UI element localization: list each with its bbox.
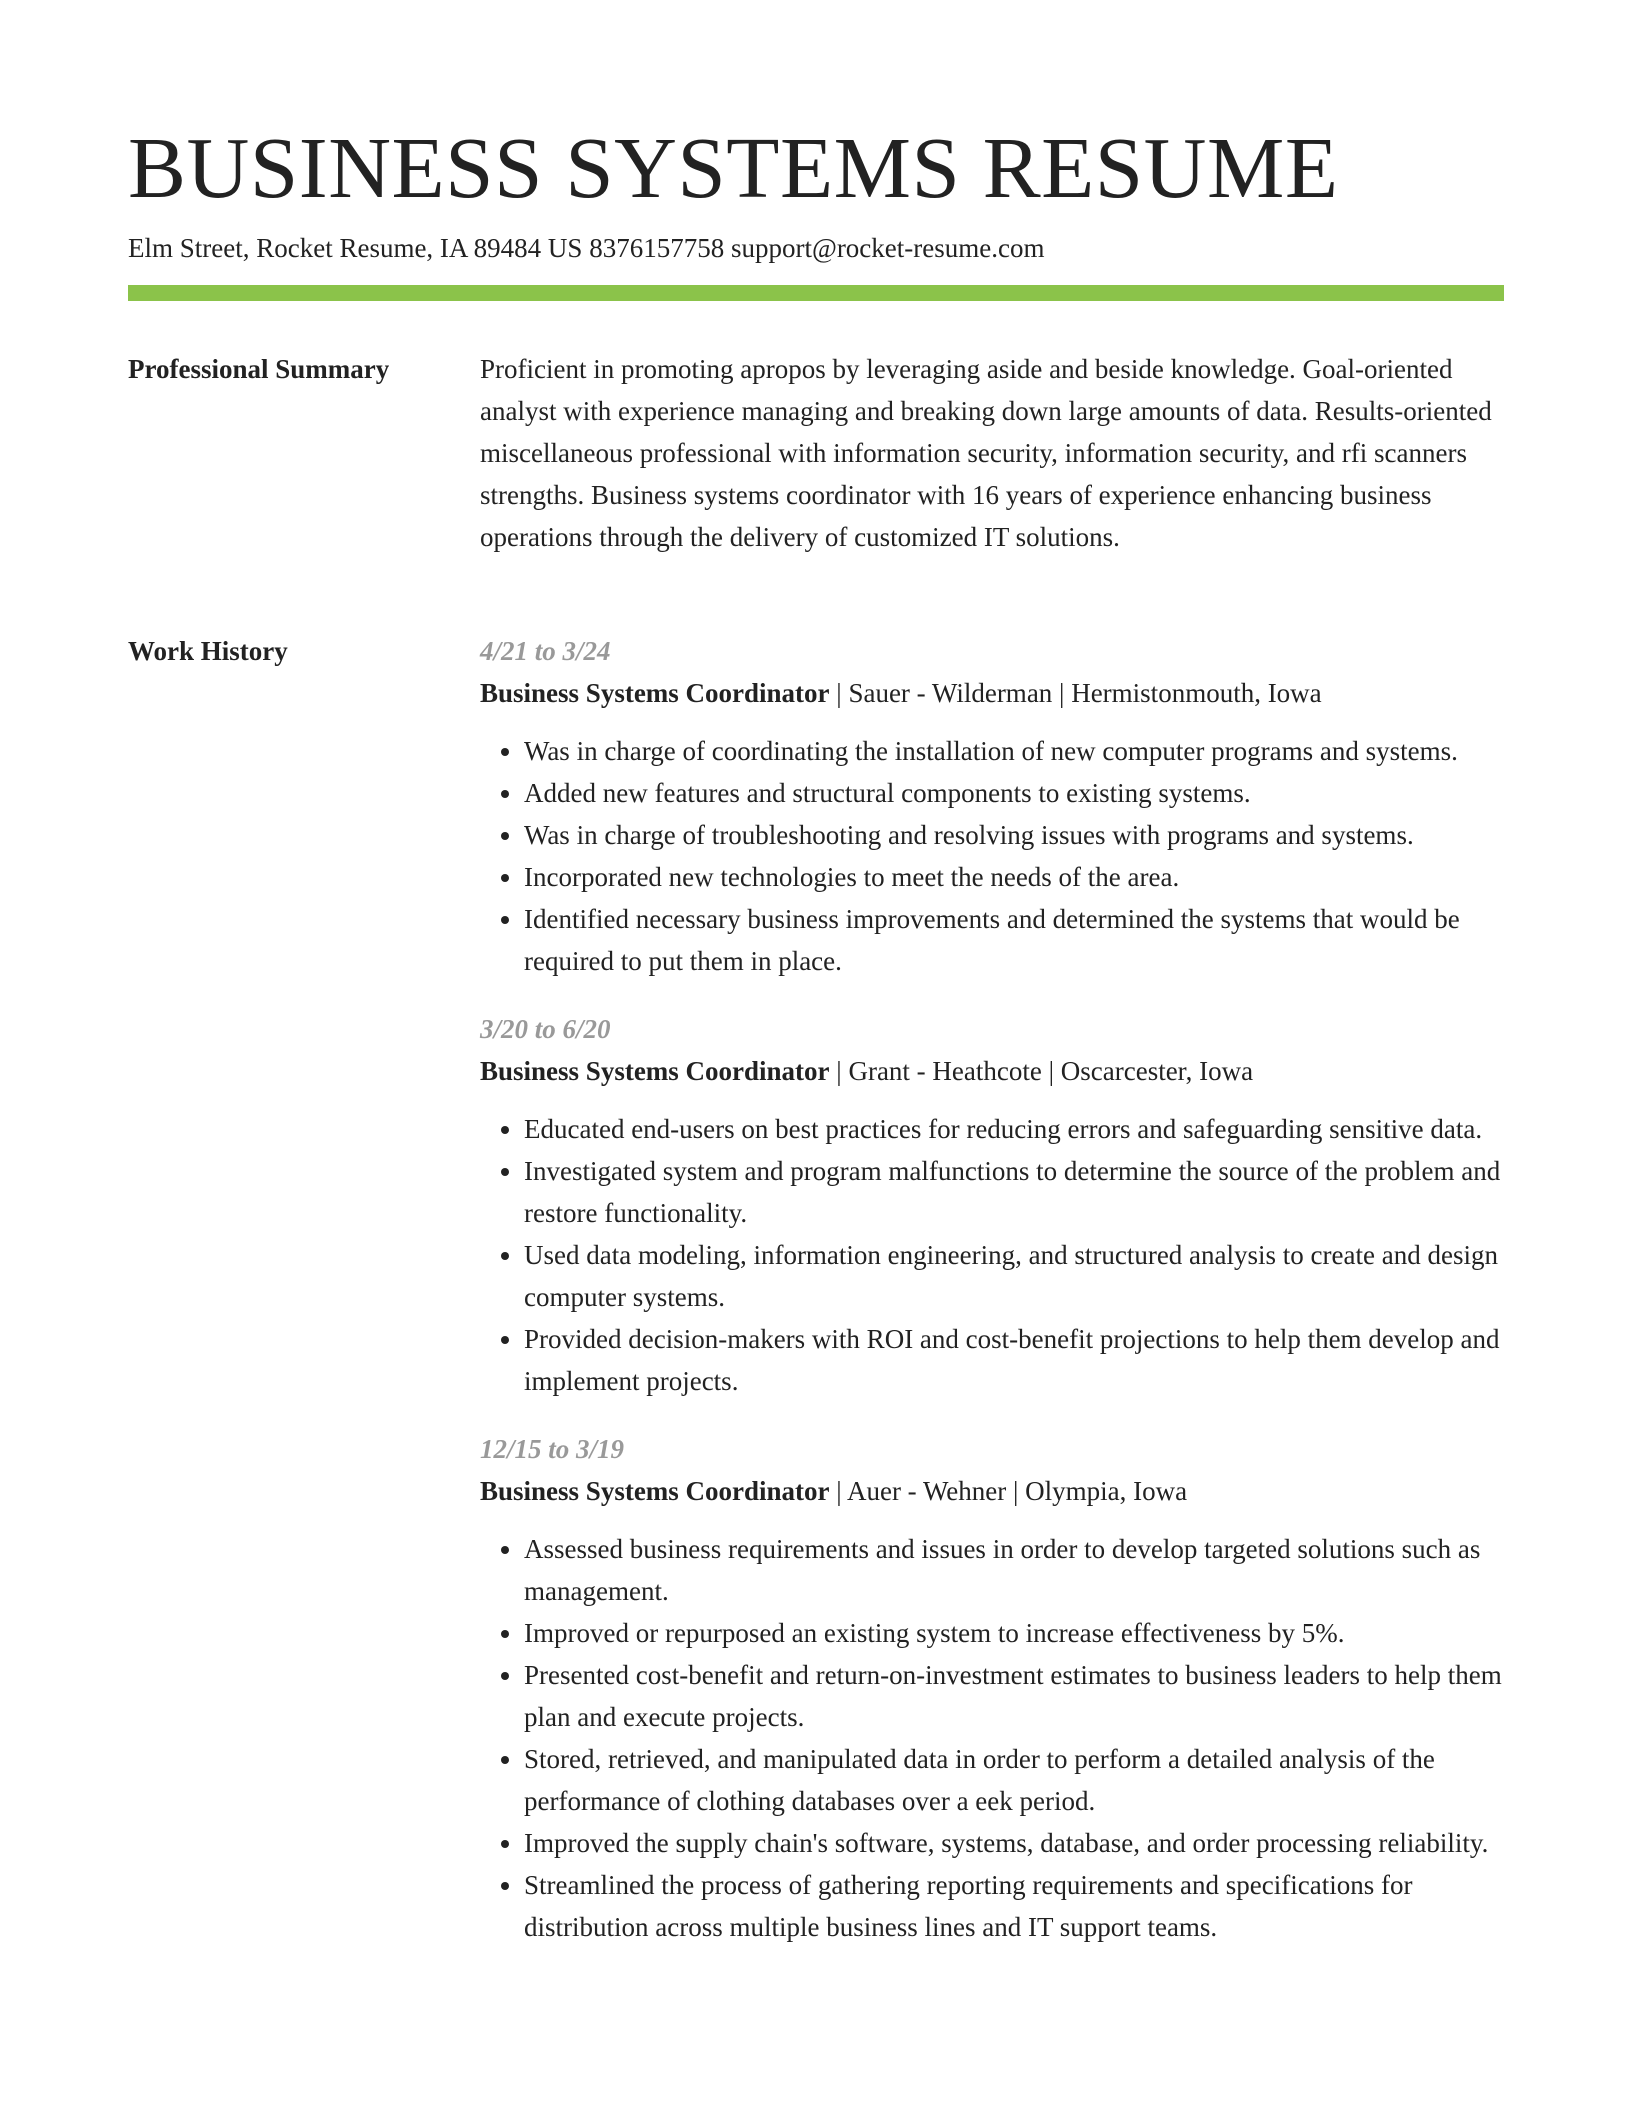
job-entry [480, 630, 1504, 982]
resume-title: BUSINESS SYSTEMS RESUME [128, 119, 1339, 216]
job-title: Business Systems Coordinator [480, 1056, 830, 1086]
job-entry [480, 1428, 1504, 1948]
job-bullet: • Assessed business requirements and issues in order to develop targeted solutions such as management. [524, 1528, 1504, 1612]
job-bullet: • Identified necessary business improvements and determined the systems that would be required to put them in place. [524, 898, 1504, 982]
job-heading [480, 1470, 1504, 1512]
job-bullet: • Educated end-users on best practices for reducing errors and safeguarding sensitive data. [524, 1108, 1504, 1150]
job-entry [480, 1008, 1504, 1402]
job-bullet-list [480, 1108, 1504, 1402]
job-bullet: • Investigated system and program malfunctions to determine the source of the problem and restore functionality. [524, 1150, 1504, 1234]
section-label-work-history: Work History [128, 636, 288, 666]
job-bullet: • Was in charge of troubleshooting and resolving issues with programs and systems. [524, 814, 1504, 856]
work-history-body [480, 630, 1504, 1974]
job-bullet: • Stored, retrieved, and manipulated data in order to perform a detailed analysis of the performance of clothing databases over a eek period. [524, 1738, 1504, 1822]
job-title: Business Systems Coordinator [480, 678, 830, 708]
job-bullet: • Incorporated new technologies to meet the needs of the area. [524, 856, 1504, 898]
job-dates: 12/15 to 3/19 [480, 1434, 625, 1464]
summary-text: Proficient in promoting apropos by leveraging aside and beside knowledge. Goal-oriented analyst with experience managing and breaking down large amounts of data. Results-oriented miscellaneous professional with information security, information security, and rfi scanners strengths. Business systems coordinator with 16 years of experience enhancing business operations through the delivery of customized IT solutions. [480, 354, 1492, 552]
work-history-section [128, 630, 1504, 2090]
job-bullet: • Provided decision-makers with ROI and cost-benefit projections to help them develop and implement projects. [524, 1318, 1504, 1402]
job-bullet: • Used data modeling, information engineering, and structured analysis to create and design computer systems. [524, 1234, 1504, 1318]
job-title: Business Systems Coordinator [480, 1476, 830, 1506]
professional-summary-section [128, 348, 1504, 598]
job-bullet: • Was in charge of coordinating the installation of new computer programs and systems. [524, 730, 1504, 772]
job-bullet: • Improved the supply chain's software, systems, database, and order processing reliability. [524, 1822, 1504, 1864]
job-details: | Sauer - Wilderman | Hermistonmouth, Iowa [829, 678, 1322, 708]
job-bullet: • Streamlined the process of gathering reporting requirements and specifications for distribution across multiple business lines and IT support teams. [524, 1864, 1504, 1948]
job-heading [480, 1050, 1504, 1092]
job-bullet: • Presented cost-benefit and return-on-investment estimates to business leaders to help them plan and execute projects. [524, 1654, 1504, 1738]
job-bullet-list [480, 1528, 1504, 1948]
job-bullet-list [480, 730, 1504, 982]
accent-divider [128, 285, 1504, 301]
job-dates: 3/20 to 6/20 [480, 1014, 611, 1044]
job-bullet: • Improved or repurposed an existing system to increase effectiveness by 5%. [524, 1612, 1504, 1654]
job-dates: 4/21 to 3/24 [480, 636, 611, 666]
summary-body [480, 348, 1504, 558]
resume-header [128, 118, 1504, 266]
job-heading [480, 672, 1504, 714]
job-details: | Auer - Wehner | Olympia, Iowa [829, 1476, 1188, 1506]
contact-line: Elm Street, Rocket Resume, IA 89484 US 8376157758 support@rocket-resume.com [128, 233, 1045, 263]
job-details: | Grant - Heathcote | Oscarcester, Iowa [829, 1056, 1254, 1086]
job-bullet: • Added new features and structural components to existing systems. [524, 772, 1504, 814]
section-label-summary: Professional Summary [128, 354, 390, 384]
